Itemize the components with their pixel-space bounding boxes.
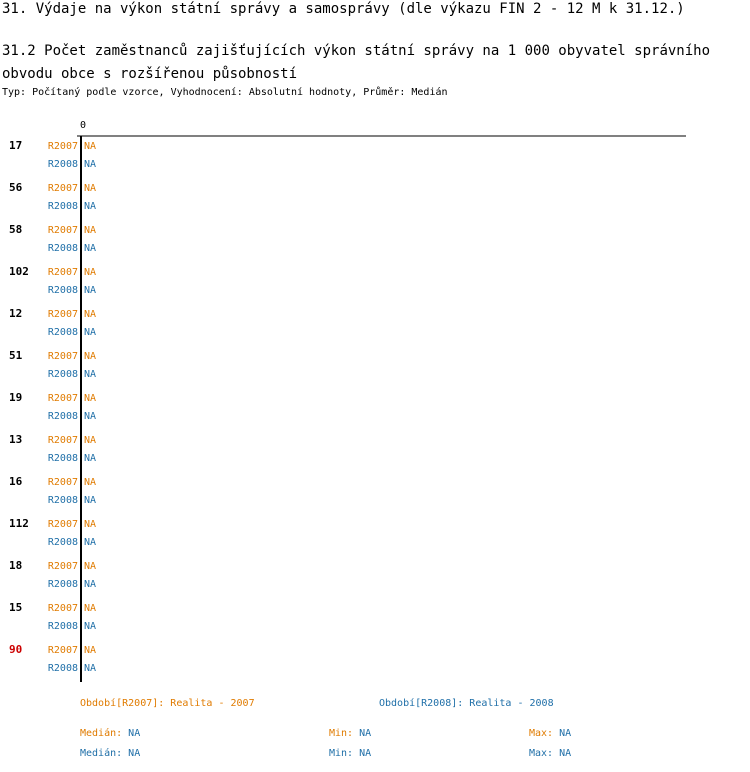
min-label: Min: (329, 728, 360, 739)
median-value: NA (128, 728, 141, 739)
data-label: NA (84, 351, 97, 362)
data-label: NA (84, 267, 97, 278)
data-label: NA (84, 519, 97, 530)
series-label: R2008 (47, 495, 78, 506)
series-label: R2007 (47, 183, 78, 194)
data-label: NA (84, 663, 97, 674)
legend-max-r2007 (529, 728, 571, 739)
data-label: NA (84, 603, 97, 614)
series-label: R2007 (47, 435, 78, 446)
series-label: R2007 (47, 645, 78, 656)
min-value: NA (359, 728, 372, 739)
data-label: NA (84, 393, 97, 404)
category-label: 51 (9, 349, 23, 362)
series-label: R2007 (47, 393, 78, 404)
series-label: R2007 (47, 351, 78, 362)
axis-zero-label: 0 (80, 120, 87, 131)
series-label: R2008 (47, 201, 78, 212)
data-label: NA (84, 159, 97, 170)
series-label: R2008 (47, 537, 78, 548)
data-label: NA (84, 435, 97, 446)
max-label: Max: (529, 748, 560, 759)
series-label: R2008 (47, 579, 78, 590)
series-label: R2008 (47, 159, 78, 170)
median-label: Medián: (80, 728, 129, 739)
series-label: R2007 (47, 141, 78, 152)
category-label: 56 (9, 181, 23, 194)
data-label: NA (84, 453, 97, 464)
category-label: 112 (9, 517, 29, 530)
data-label: NA (84, 561, 97, 572)
max-label: Max: (529, 728, 560, 739)
legend-min-r2007 (329, 728, 371, 739)
series-label: R2008 (47, 243, 78, 254)
data-label: NA (84, 183, 97, 194)
data-label: NA (84, 201, 97, 212)
data-label: NA (84, 285, 97, 296)
series-label: R2008 (47, 453, 78, 464)
category-label: 13 (9, 433, 23, 446)
data-label: NA (84, 309, 97, 320)
bar-chart (0, 110, 750, 690)
legend-max-r2008 (529, 748, 571, 759)
max-value: NA (559, 748, 572, 759)
page-title: 31. Výdaje na výkon státní správy a samosprávy (dle výkazu FIN 2 - 12 M k 31.12.) (2, 1, 685, 17)
series-label: R2008 (47, 327, 78, 338)
category-label: 12 (9, 307, 23, 320)
series-label: R2008 (47, 285, 78, 296)
category-label: 19 (9, 391, 23, 404)
data-label: NA (84, 579, 97, 590)
category-label: 17 (9, 139, 23, 152)
data-label: NA (84, 477, 97, 488)
category-label: 90 (9, 643, 23, 656)
data-label: NA (84, 495, 97, 506)
data-label: NA (84, 537, 97, 548)
min-label: Min: (329, 748, 360, 759)
series-label: R2008 (47, 369, 78, 380)
legend-period-r2007: Období[R2007]: Realita - 2007 (80, 698, 255, 709)
data-label: NA (84, 141, 97, 152)
category-label: 18 (9, 559, 23, 572)
category-label: 16 (9, 475, 23, 488)
median-value: NA (128, 748, 141, 759)
series-label: R2007 (47, 561, 78, 572)
series-label: R2008 (47, 663, 78, 674)
category-label: 58 (9, 223, 23, 236)
legend-period-r2008: Období[R2008]: Realita - 2008 (379, 698, 554, 709)
max-value: NA (559, 728, 572, 739)
series-label: R2007 (47, 267, 78, 278)
median-label: Medián: (80, 748, 129, 759)
data-label: NA (84, 369, 97, 380)
data-label: NA (84, 411, 97, 422)
data-label: NA (84, 327, 97, 338)
series-label: R2008 (47, 411, 78, 422)
data-label: NA (84, 243, 97, 254)
legend-min-r2008 (329, 748, 371, 759)
legend-median-r2008 (80, 748, 140, 759)
series-label: R2007 (47, 309, 78, 320)
min-value: NA (359, 748, 372, 759)
legend-median-r2007 (80, 728, 140, 739)
data-label: NA (84, 621, 97, 632)
category-label: 15 (9, 601, 23, 614)
series-label: R2008 (47, 621, 78, 632)
series-label: R2007 (47, 225, 78, 236)
chart-subtitle: 31.2 Počet zaměstnanců zajišťujících výkon státní správy na 1 000 obyvatel správního obvodu obce s rozšířenou působností (2, 43, 711, 82)
data-label: NA (84, 645, 97, 656)
series-label: R2007 (47, 603, 78, 614)
chart-info: Typ: Počítaný podle vzorce, Vyhodnocení: Absolutní hodnoty, Průměr: Medián (2, 87, 448, 98)
data-label: NA (84, 225, 97, 236)
category-label: 102 (9, 265, 29, 278)
series-label: R2007 (47, 519, 78, 530)
series-label: R2007 (47, 477, 78, 488)
